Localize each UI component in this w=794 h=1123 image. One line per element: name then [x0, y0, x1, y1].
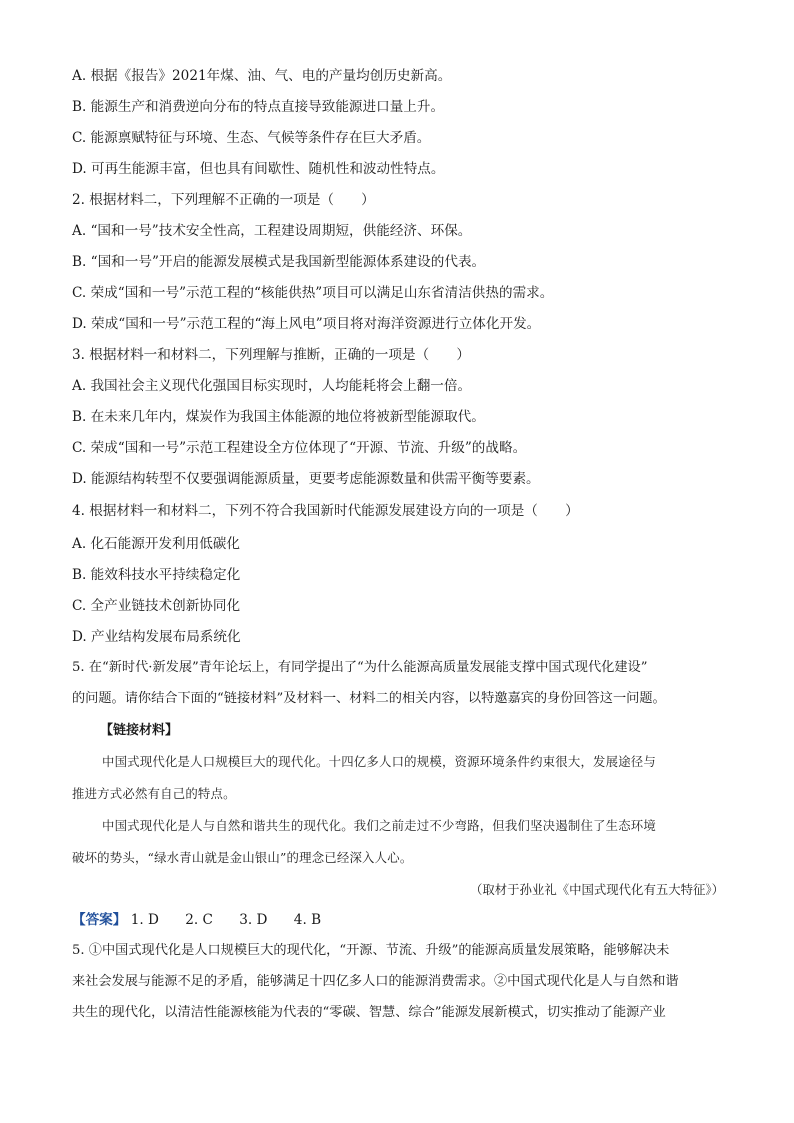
q2-stem: 2. 根据材料二，下列理解不正确的一项是（ ）	[72, 192, 375, 208]
link-para1-line-2: 推进方式必然有自己的特点。	[72, 786, 236, 801]
q5-stem-line-2: 的问题。请你结合下面的“链接材料”及材料一、材料二的相关内容，以特邀嘉宾的身份回答这一问题。	[72, 691, 666, 706]
q3-option-c: C. 荣成“国和一号”示范工程建设全方位体现了“开源、节流、升级”的战略。	[72, 440, 527, 456]
answer-1: 1. D	[130, 912, 159, 928]
q5-stem-line-1: 5. 在“新时代·新发展”青年论坛上，有同学提出了“为什么能源高质量发展能支撑中国式现代化建设”	[72, 660, 648, 675]
q2-option-d: D. 荣成“国和一号”示范工程的“海上风电”项目将对海洋资源进行立体化开发。	[72, 316, 541, 332]
q3-option-b: B. 在未来几年内，煤炭作为我国主体能源的地位将被新型能源取代。	[72, 409, 485, 425]
q4-option-b: B. 能效科技水平持续稳定化	[72, 567, 241, 583]
link-para1-line-1: 中国式现代化是人口规模巨大的现代化。十四亿多人口的规模，资源环境条件约束很大，发展途径与	[102, 754, 656, 769]
link-source: （取材于孙业礼《中国式现代化有五大特征》）	[469, 882, 724, 897]
q4-stem: 4. 根据材料一和材料二，下列不符合我国新时代能源发展建设方向的一项是（ ）	[72, 503, 579, 519]
q4-option-c: C. 全产业链技术创新协同化	[72, 598, 241, 614]
q3-stem: 3. 根据材料一和材料二，下列理解与推断，正确的一项是（ ）	[72, 347, 470, 363]
q4-option-d: D. 产业结构发展布局系统化	[72, 629, 241, 645]
answer-line	[72, 910, 732, 930]
answer-q5-line-3: 共生的现代化，以清洁性能源核能为代表的“零碳、智慧、综合”能源发展新模式，切实推动了能源产业	[72, 1005, 666, 1020]
link-para2-line-2: 破坏的势头，“绿水青山就是金山银山”的理念已经深入人心。	[72, 850, 413, 865]
link-para2-line-1: 中国式现代化是人与自然和谐共生的现代化。我们之前走过不少弯路，但我们坚决遏制住了生态环境	[102, 818, 656, 833]
q1-option-d: D. 可再生能源丰富，但也具有间歇性、随机性和波动性特点。	[72, 161, 445, 177]
link-material-heading: 【链接材料】	[100, 723, 179, 738]
q1-option-a: A. 根据《报告》2021年煤、油、气、电的产量均创历史新高。	[72, 68, 452, 84]
answer-q5-line-1: 5. ①中国式现代化是人口规模巨大的现代化，“开源、节流、升级”的能源高质量发展策略，能够解决未	[72, 943, 670, 958]
answer-q5-line-2: 来社会发展与能源不足的矛盾，能够满足十四亿多人口的能源消费需求。②中国式现代化是人与自然和谐	[72, 974, 679, 989]
answer-4: 4. B	[293, 912, 322, 928]
q2-option-b: B. “国和一号”开启的能源发展模式是我国新型能源体系建设的代表。	[72, 254, 486, 270]
answer-2: 2. C	[185, 912, 213, 928]
answer-tag: 【答案】	[72, 912, 127, 928]
q3-option-d: D. 能源结构转型不仅要强调能源质量，更要考虑能源数量和供需平衡等要素。	[72, 471, 540, 487]
q1-option-b: B. 能源生产和消费逆向分布的特点直接导致能源进口量上升。	[72, 99, 445, 115]
q2-option-c: C. 荣成“国和一号”示范工程的“核能供热”项目可以满足山东省清洁供热的需求。	[72, 285, 554, 301]
q1-option-c: C. 能源禀赋特征与环境、生态、气候等条件存在巨大矛盾。	[72, 130, 431, 146]
q3-option-a: A. 我国社会主义现代化强国目标实现时，人均能耗将会上翻一倍。	[72, 378, 472, 394]
q4-option-a: A. 化石能源开发利用低碳化	[72, 536, 240, 552]
answer-3: 3. D	[239, 912, 268, 928]
q2-option-a: A. “国和一号”技术安全性高，工程建设周期短，供能经济、环保。	[72, 223, 472, 239]
